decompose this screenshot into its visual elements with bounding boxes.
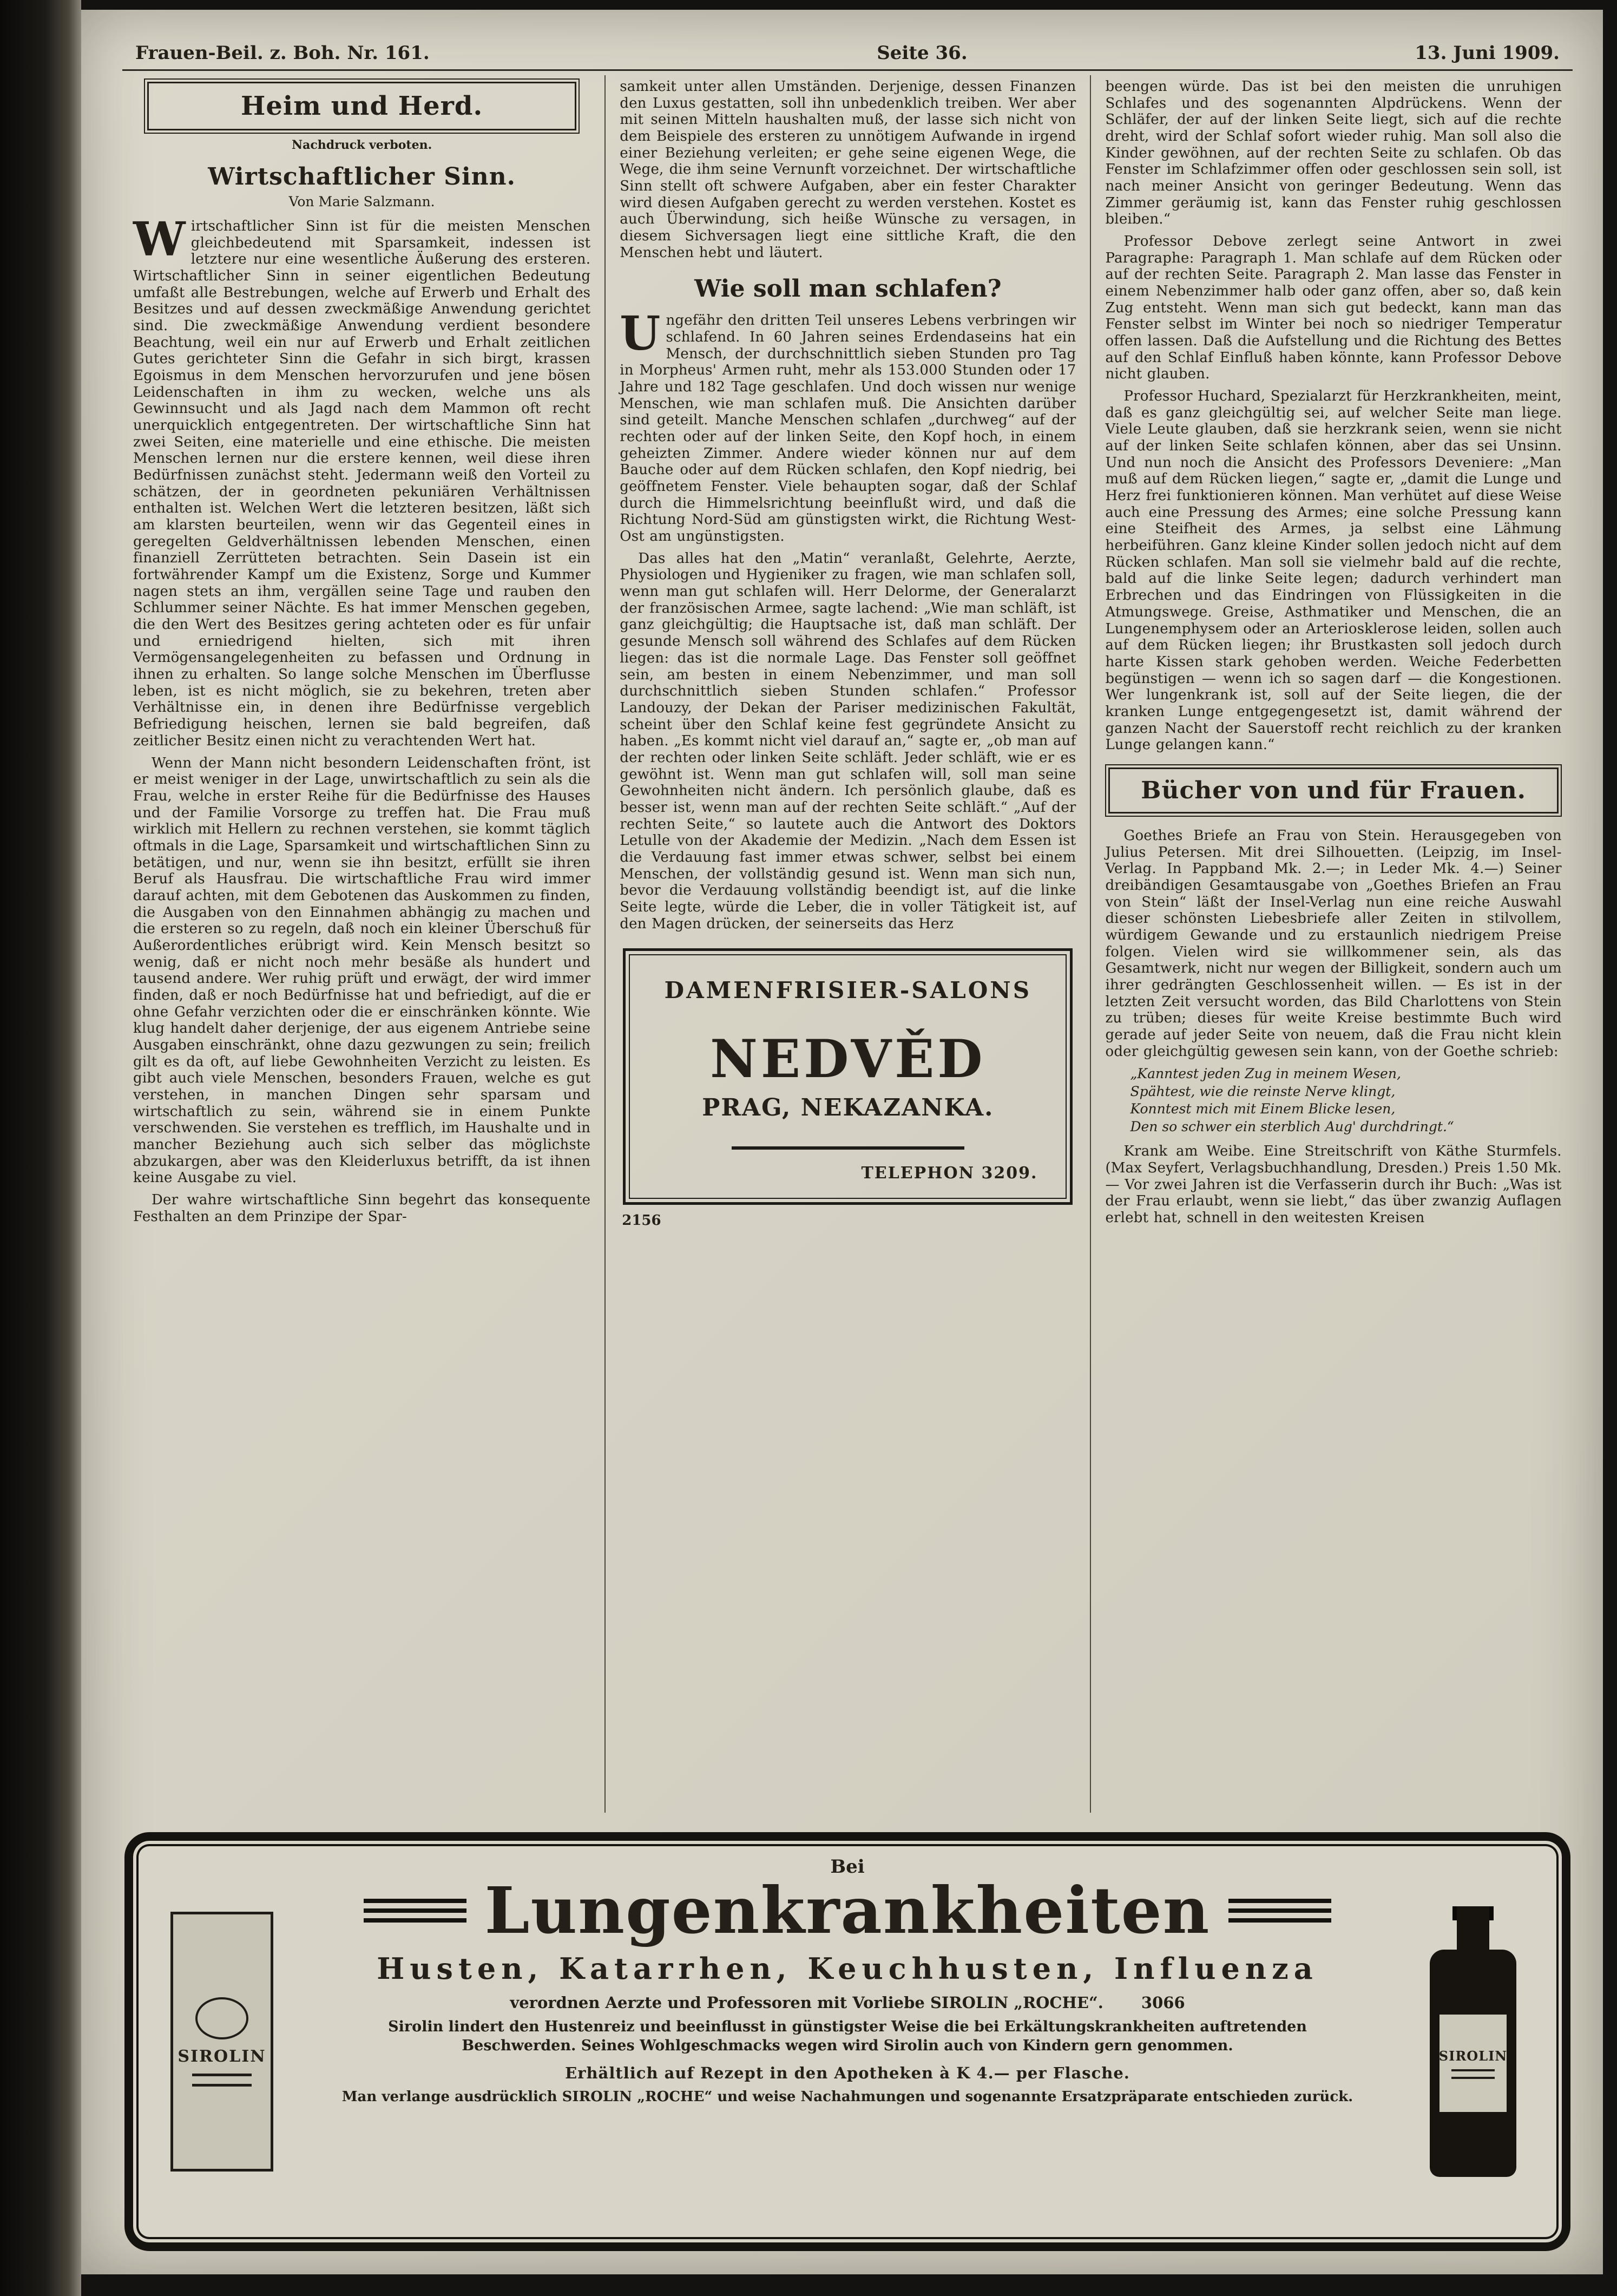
- paper: [81, 10, 1603, 2274]
- ad-headline: Lungenkrankheiten: [484, 1873, 1211, 1948]
- ad-category-line: DAMENFRISIER-SALONS: [664, 977, 1032, 1004]
- column-1: [119, 75, 604, 1813]
- ad-availability-line: Erhältlich auf Rezept in den Apotheken à K 4.— per Flasche.: [565, 2064, 1130, 2083]
- article-paragraph: Ungefähr den dritten Teil unseres Lebens verbringen wir schlafend. In 60 Jahren seines Erdendaseins hat ein Mensch, der durchschnittlich sieben Stunden pro Tag in Morpheus' Armen ruht, mehr als 153.000 Stunden oder 17 Jahre und 182 Tage geschlafen. Und doch wissen nur wenige Menschen, wie man schlafen muß. Die Ansichten darüber sind geteilt. Manche Menschen schlafen „durchweg“ auf der rechten oder auf der linken Seite, den Kopf hoch, in einem geheizten Zimmer. Andere wieder können nur auf dem Bauche oder auf dem Rücken schlafen, den Kopf niedrig, bei geöffnetem Fenster. Viele behaupten sogar, daß der Schlaf durch die Himmelsrichtung beeinflußt wird, und daß die Richtung Nord-Süd am günstigsten wirkt, die Richtung West-Ost am ungünstigsten.: [620, 306, 1076, 545]
- article-paragraph: Der wahre wirtschaftliche Sinn begehrt das konsequente Festhalten an dem Prinzipe der Spar-: [133, 1191, 591, 1225]
- bottle-label: [1439, 2015, 1507, 2112]
- bottle-neck: [1457, 1906, 1489, 1955]
- carton-decor-line: [192, 2074, 252, 2076]
- ad-warning-line: Man verlange ausdrücklich SIROLIN „ROCHE“ und weise Nachahmungen und sogenannte Ersatzpräparate entschieden zurück.: [341, 2089, 1353, 2105]
- article-byline: Von Marie Salzmann.: [288, 194, 435, 209]
- sirolin-ad-text: [303, 1848, 1392, 2235]
- carton-emblem-icon: [195, 1997, 248, 2039]
- ad-divider: [732, 1146, 964, 1150]
- header-edition: Frauen-Beil. z. Boh. Nr. 161.: [135, 42, 430, 64]
- ad-reference-number: 2156: [622, 1212, 661, 1229]
- header-rule: [122, 69, 1573, 71]
- sirolin-advertisement: [124, 1832, 1570, 2251]
- sirolin-carton-image: [141, 1848, 303, 2235]
- ad-prescribe-text: verordnen Aerzte und Professoren mit Vorliebe SIROLIN „ROCHE“.: [510, 1993, 1103, 2012]
- bottle-label-line: [1451, 2077, 1495, 2079]
- section-title-box-buecher: Bücher von und für Frauen.: [1108, 767, 1558, 814]
- article-continuation-paragraph: samkeit unter allen Umständen. Derjenige, dessen Finanzen den Luxus gestatten, soll ihn unbedenklich treiben. Wer aber mit seinen Mitteln haushalten muß, der lasse sich nicht von dem Beispiele des ersteren zu unnötigem Aufwande in irgend einer Beziehung verleiten; er gehe seine eigenen Wege, die Wege, die ihm seine Vernunft vorzeichnet. Der wirtschaftliche Sinn stellt oft schwere Aufgaben, aber ein fester Charakter wird diesen Aufgaben gerecht zu werden verstehen. Kostet es auch Überwindung, sich heiße Wünsche zu versagen, in diesem Sichversagen liegt eine sittliche Kraft, die den Menschen hebt und läutert.: [620, 78, 1076, 261]
- column-3: [1090, 75, 1575, 1813]
- poem-line: Konntest mich mit Einem Blicke lesen,: [1130, 1101, 1396, 1117]
- nedved-hairdresser-ad: [623, 948, 1073, 1205]
- poem-line: Den so schwer ein sterblich Aug' durchdringt.“: [1130, 1118, 1454, 1134]
- ad-body-text: Sirolin lindert den Hustenreiz und beeinflusst in günstigster Weise die bei Erkältungskrankheiten auftretenden Beschwerden. Seines Wohlgeschmacks wegen wird Sirolin auch von Kindern gern genommen.: [388, 2018, 1307, 2055]
- left-rule-ornament: [364, 1899, 466, 1923]
- ad-lead-word: Bei: [830, 1856, 865, 1878]
- ad-prescribe-line: [303, 1993, 1392, 2012]
- bottle-brand-label: SIROLIN: [1438, 2048, 1508, 2064]
- goethe-poem-quote: [1130, 1065, 1561, 1136]
- book-review-paragraph: Goethes Briefe an Frau von Stein. Herausgegeben von Julius Petersen. Mit drei Silhouetten. (Leipzig, im Insel-Verlag. In Pappband Mk. 2.—; in Leder Mk. 4.—) Seiner dreibändigen Gesamtausgabe von „Goethes Briefen an Frau von Stein“ läßt der Insel-Verlag nun eine reiche Auswahl dieser schönsten Liebesbriefe aller Zeiten in stilvollem, würdigem Gewande und zu erstaunlich niedrigem Preise folgen. Vielen wird sie willkommener sein, als das Gesamtwerk, nicht nur wegen der Billigkeit, sondern auch um ihrer gedrängten Geschlossenheit willen. — Es ist in der letzten Zeit versucht worden, das Bild Charlottens von Stein zu trüben; dieses für weite Kreise bestimmte Buch wird gerade auf jeder Seite von neuem, daß die Frau nicht klein oder gleichgültig gewesen sein kann, von der Goethe schrieb:: [1105, 827, 1562, 1060]
- article-paragraph: Das alles hat den „Matin“ veranlaßt, Gelehrte, Aerzte, Physiologen und Hygieniker zu fragen, wie man schlafen soll, wenn man gut schlafen will. Herr Delorme, der Generalarzt der französischen Armee, sagte lachend: „Wie man schläft, ist ganz gleichgültig; die Hauptsache ist, daß man schläft. Der gesunde Mensch soll während des Schlafes auf dem Rücken liegen: das ist die normale Lage. Das Fenster soll geöffnet sein, am besten in einem Nebenzimmer, und man soll durchschnittlich sieben Stunden schlafen.“ Professor Landouzy, der Dekan der Pariser medizinischen Fakultät, scheint über den Schlaf keine fest gegründete Ansicht zu haben. „Es kommt nicht viel darauf an,“ sagte er, „ob man auf der rechten oder linken Seite schläft. Jeder schläft, wie er es gewöhnt ist. Wenn man gut schlafen will, soll man seine Gewohnheiten nicht ändern. Ich persönlich glaube, daß es besser ist, wenn man auf der rechten Seite schläft.“ „Auf der rechten Seite,“ so lautete auch die Antwort des Doktors Letulle von der Akademie der Medizin. „Nach dem Essen ist die Verdauung fast immer etwas schwer, selbst bei einem Menschen, der vollständig gesund ist. Wenn man sich nun, bevor die Verdauung vollständig beendigt ist, auf die linke Seite legte, würde die Leber, die in voller Tätigkeit ist, auf den Magen drücken, der seinerseits das Herz: [620, 550, 1076, 932]
- sirolin-bottle-image: [1392, 1848, 1554, 2235]
- ad-address: PRAG, NEKAZANKA.: [702, 1094, 994, 1122]
- poem-line: „Kanntest jeden Zug in meinem Wesen,: [1130, 1066, 1401, 1082]
- header-page-number: Seite 36.: [877, 42, 968, 64]
- reprint-notice: Nachdruck verboten.: [291, 138, 432, 152]
- article-paragraph: Wirtschaftlicher Sinn ist für die meisten Menschen gleichbedeutend mit Sparsamkeit, indessen ist letztere nur eine wesentliche Äußerung des ersteren. Wirtschaftlicher Sinn in seiner eigentlichen Bedeutung umfaßt alle Bestrebungen, welche auf Erwerb und Erhalt des Besitzes und auf dessen zweckmäßige Anwendung gerichtet sind. Die zweckmäßige Anwendung verdient besondere Beachtung, weil ein nur auf Erwerb und Erhalt zeitlichen Gutes gerichteter Sinn die Gefahr in sich birgt, krassen Egoismus in dem Menschen hervorzurufen und jene bösen Leidenschaften in ihm zu wecken, welche uns als Gewinnsucht und als Jagd nach dem Mammon oft recht unerquicklich entgegentreten. Der wirtschaftliche Sinn hat zwei Seiten, eine materielle und eine ethische. Die meisten Menschen lernen nur die erstere kennen, weil diese ihren Bedürfnissen zunächst steht. Jedermann weiß den Vorteil zu schätzen, der in geordneten pekuniären Verhältnissen enthalten ist. Welchen Wert die letzteren besitzen, läßt sich am klarsten beurteilen, wenn wir das Gegenteil eines in geregelten Geldverhältnissen lebenden Menschen, einen finanziell Zerrütteten betrachten. Sein Dasein ist ein fortwährender Kampf um die Existenz, Sorge und Kummer nagen stets an ihm, vergällen seine Tage und rauben den Schlummer seiner Nächte. Es hat immer Menschen gegeben, die den Wert des Besitzes gering achteten oder es für unfair und erniedrigend hielten, sich mit ihren Vermögensangelegenheiten zu befassen und Ordnung in ihnen zu erhalten. So lange solche Menschen im Überflusse leben, ist es nicht möglich, sie zu bekehren, treten aber Verhältnisse ein, in denen ihre Bedürfnisse vergeblich Befriedigung heischen, lernen sie bald begreifen, daß zeitlicher Besitz einen nicht zu verachtenden Wert hat.: [133, 212, 591, 749]
- article-paragraph: Professor Huchard, Spezialarzt für Herzkrankheiten, meint, daß es ganz gleichgültig sei, auf welcher Seite man liege. Viele Leute glauben, daß sie herzkrank seien, wenn sie nicht auf der linken Seite schlafen können, aber das sei Unsinn. Und nun noch die Ansicht des Professors Deveniere: „Man muß auf dem Rücken liegen,“ sagte er, „damit die Lunge und Herz frei funktionieren können. Man verhütet auf diese Weise auch eine Pressung des Armes; eine solche Pressung kann eine Steifheit des Armes, ja selbst eine Lähmung herbeiführen. Ganz kleine Kinder sollen jedoch nicht auf dem Rücken schlafen. Man soll sie vielmehr bald auf die rechte, bald auf die linke Seite legen; dadurch verhindert man Erbrechen und das Eindringen von Flüssigkeiten in die Atmungswege. Greise, Asthmatiker und Menschen, die an Lungenemphysem oder an Arteriosklerose leiden, sollen auch auf dem Rücken liegen; ihr Brustkasten soll jedoch durch harte Kissen stark gehoben werden. Weiche Federbetten begünstigen — wenn ich so sagen darf — die Kongestionen. Wer lungenkrank ist, soll auf der Seite liegen, die der kranken Lunge entgegengesetzt ist, damit während der ganzen Nacht der Sauerstoff recht reichlich zu der kranken Lunge gelangen kann.“: [1105, 388, 1562, 753]
- ad-telephone: TELEPHON 3209.: [861, 1164, 1038, 1183]
- column-2: [604, 75, 1090, 1813]
- carton-decor-line: [192, 2084, 252, 2087]
- page-header: [119, 42, 1576, 69]
- header-date: 13. Juni 1909.: [1415, 42, 1560, 64]
- bottle-label-line: [1451, 2069, 1495, 2071]
- ad-reference-number: 3066: [1141, 1993, 1185, 2012]
- article-paragraph: beengen würde. Das ist bei den meisten die unruhigen Schlafes und des sogenannten Alpdrückens. Wenn der Schläfer, der auf der linken Seite liegt, sich auf die rechte dreht, wird der Schlaf sofort wieder ruhig. Man soll also die Kinder gewöhnen, auf der rechten Seite zu schlafen. Ob das Fenster im Schlafzimmer offen oder geschlossen sein soll, ist nach meiner Ansicht von geringer Bedeutung. Wenn das Zimmer geräumig ist, kann das Fenster ruhig geschlossen bleiben.“: [1105, 78, 1562, 228]
- book-review-paragraph: Krank am Weibe. Eine Streitschrift von Käthe Sturmfels. (Max Seyfert, Verlagsbuchhandlung, Dresden.) Preis 1.50 Mk. — Vor zwei Jahren ist die Verfasserin durch ihr Buch: „Was ist der Frau erlaubt, wenn sie liebt,“ das über zwanzig Auflagen erlebt hat, schnell in den weitesten Kreisen: [1105, 1143, 1562, 1226]
- book-spine: [0, 0, 81, 2296]
- poem-line: Spähtest, wie die reinste Nerve klingt,: [1130, 1083, 1396, 1099]
- article-title-wie-soll-man-schlafen: Wie soll man schlafen?: [694, 275, 1002, 303]
- article-title-wirtschaftlicher-sinn: Wirtschaftlicher Sinn.: [208, 163, 516, 191]
- article-paragraph: Wenn der Mann nicht besondern Leidenschaften frönt, ist er meist weniger in der Lage, unwirtschaftlich zu sein als die Frau, welche in erster Reihe für die Bedürfnisse des Hauses und der Familie Vorsorge zu treffen hat. Die Frau muß wirklich mit Hellern zu rechnen verstehen, sie kommt täglich oftmals in die Lage, Sparsamkeit und wirtschaftlichen Sinn zu betätigen, und nur, wenn sie ihn besitzt, erfüllt sie ihren Beruf als Hausfrau. Die wirtschaftliche Frau wird immer darauf achten, mit dem Gebotenen das Auskommen zu finden, die Ausgaben von den Einnahmen abhängig zu machen und die ersteren so zu regeln, daß noch ein kleiner Überschuß für Außerordentliches erübrigt wird. Kein Mensch besitzt so wenig, daß er nicht noch mehr besäße als hundert und tausend andere. Wer ruhig prüft und erwägt, der wird immer finden, daß er noch Bedürfnisse hat und befriedigt, auf die er ohne Gefahr verzichten oder die er einschränken könnte. Wie klug handelt daher derjenige, der aus eigenem Antriebe seine Ausgaben einschränkt, ohne dazu gezwungen zu sein; freilich gilt es da oft, auf liebe Gewohnheiten Verzicht zu leisten. Es gibt auch viele Menschen, besonders Frauen, welche es gut verstehen, in manchen Dingen sehr sparsam und wirtschaftlich zu sein, während sie in einem Punkte verschwenden. Sie verstehen es trefflich, im Haushalte und in mancher Beziehung auch sich selber das möglichste abzukargen, aber was den Kleiderluxus betrifft, da ist ihnen keine Ausgabe zu viel.: [133, 755, 591, 1186]
- article-paragraph: Professor Debove zerlegt seine Antwort in zwei Paragraphe: Paragraph 1. Man schlafe auf dem Rücken oder auf der rechten Seite. Paragraph 2. Man lasse das Fenster in einem Nebenzimmer halb oder ganz offen, aber so, daß kein Zug entsteht. Wenn man sich gut bedeckt, kann man das Fenster selbst im Winter bei noch so niedriger Temperatur offen lassen. Daß die Aufstellung und die Richtung des Bettes auf den Schlaf Einfluß haben könnte, kann Professor Debove nicht glauben.: [1105, 233, 1562, 383]
- carton-brand-label: SIROLIN: [178, 2046, 266, 2066]
- section-title-box-heim-und-herd: Heim und Herd.: [147, 82, 576, 130]
- ad-business-name: NEDVĚD: [710, 1028, 986, 1090]
- ad-subheadline: Husten, Katarrhen, Keuchhusten, Influenza: [377, 1951, 1318, 1986]
- columns: [119, 75, 1576, 1813]
- right-rule-ornament: [1228, 1899, 1331, 1923]
